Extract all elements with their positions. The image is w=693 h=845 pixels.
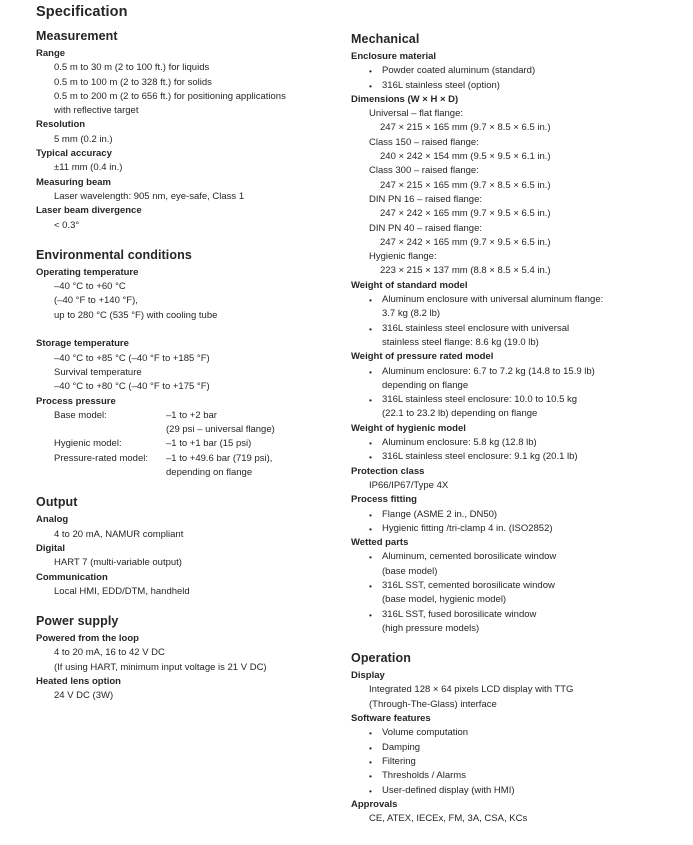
- spec-line: 4 to 20 mA, 16 to 42 V DC: [54, 647, 165, 659]
- spec-item: [36, 204, 351, 233]
- bullet-line: depending on flange: [382, 379, 469, 391]
- spec-line: (Through-The-Glass) interface: [369, 698, 497, 710]
- spec-line: 0.5 m to 30 m (2 to 100 ft.) for liquids: [54, 62, 210, 74]
- section-title: Mechanical: [351, 32, 420, 46]
- item-label: Heated lens option: [36, 675, 121, 687]
- bullet-line: (22.1 to 23.2 lb) depending on flange: [382, 408, 538, 420]
- bullet-line: 316L stainless steel enclosure with universal: [382, 322, 570, 334]
- pressure-row: [36, 409, 351, 438]
- bullet-item: [351, 579, 687, 608]
- bullet-line: 316L stainless steel enclosure: 10.0 to 10.5 kg: [382, 394, 578, 406]
- bullet-line: Damping: [382, 741, 421, 753]
- bullet-item: [351, 508, 687, 522]
- spec-section: [36, 247, 351, 480]
- item-label: Measuring beam: [36, 176, 111, 188]
- spec-line: 247 × 242 × 165 mm (9.7 × 9.5 × 6.5 in.): [380, 236, 551, 248]
- item-label: Dimensions (W × H × D): [351, 93, 459, 105]
- bullet-item: [351, 322, 687, 351]
- bullet-line: Aluminum enclosure: 6.7 to 7.2 kg (14.8 to 15.9 lb): [382, 365, 595, 377]
- item-label: Process pressure: [36, 395, 116, 407]
- spec-item: [351, 712, 687, 798]
- bullet-text: [382, 293, 603, 322]
- bullet-line: (high pressure models): [382, 622, 480, 634]
- bullet-line: Aluminum enclosure with universal aluminum flange:: [382, 294, 604, 306]
- spec-line: HART 7 (multi-variable output): [54, 557, 182, 569]
- bullet-text: [382, 550, 556, 579]
- spec-item: [36, 47, 351, 118]
- bullet-text: [382, 784, 515, 798]
- item-label: Protection class: [351, 465, 425, 477]
- spec-item: [351, 798, 687, 827]
- bullet-line: Thresholds / Alarms: [382, 770, 466, 782]
- section-title: Measurement: [36, 29, 118, 43]
- bullet-icon: •: [369, 395, 372, 406]
- bullet-icon: •: [369, 80, 372, 91]
- spec-item: [36, 675, 351, 704]
- bullet-text: [382, 436, 537, 450]
- left-column: [36, 28, 351, 704]
- item-label: Weight of hygienic model: [351, 422, 466, 434]
- spec-item: [36, 632, 351, 675]
- spec-line: CE, ATEX, IECEx, FM, 3A, CSA, KCs: [369, 813, 528, 825]
- spec-line: 0.5 m to 200 m (2 to 656 ft.) for positioning applications: [54, 90, 286, 102]
- bullet-text: [382, 79, 500, 93]
- bullet-line: 3.7 kg (8.2 lb): [382, 308, 441, 320]
- pressure-value-line: (29 psi – universal flange): [166, 424, 275, 436]
- bullet-item: [351, 79, 687, 93]
- spec-line: –40 °C to +85 °C (–40 °F to +185 °F): [54, 352, 210, 364]
- spec-line: Hygienic flange:: [369, 251, 437, 263]
- bullet-item: [351, 550, 687, 579]
- spec-item: [36, 542, 351, 571]
- item-label: Wetted parts: [351, 537, 409, 549]
- bullet-icon: •: [369, 742, 372, 753]
- spec-line: DIN PN 40 – raised flange:: [369, 222, 483, 234]
- spec-line: IP66/IP67/Type 4X: [369, 479, 449, 491]
- bullet-icon: •: [369, 438, 372, 449]
- spec-section: [351, 31, 687, 636]
- bullet-line: Aluminum, cemented borosilicate window: [382, 551, 557, 563]
- spec-line: DIN PN 16 – raised flange:: [369, 193, 483, 205]
- spec-line: Class 300 – raised flange:: [369, 165, 479, 177]
- bullet-icon: •: [369, 771, 372, 782]
- spec-item: [36, 513, 351, 542]
- bullet-line: User-defined display (with HMI): [382, 784, 515, 796]
- spec-line: 24 V DC (3W): [54, 690, 114, 702]
- spec-line: (If using HART, minimum input voltage is 21 V DC): [54, 661, 267, 673]
- pressure-values: [166, 437, 351, 451]
- bullet-text: [382, 522, 553, 536]
- bullet-icon: •: [369, 609, 372, 620]
- item-label: Display: [351, 670, 385, 682]
- bullet-item: [351, 450, 687, 464]
- bullet-item: [351, 365, 687, 394]
- bullet-line: 316L SST, cemented borosilicate window: [382, 579, 555, 591]
- bullet-text: [382, 365, 595, 394]
- section-title: Environmental conditions: [36, 247, 192, 262]
- bullet-icon: •: [369, 523, 372, 534]
- bullet-line: Hygienic fitting /tri-clamp 4 in. (ISO2852): [382, 522, 553, 534]
- spec-line: Laser wavelength: 905 nm, eye-safe, Class 1: [54, 190, 245, 202]
- item-label: Resolution: [36, 119, 86, 131]
- bullet-line: 316L SST, fused borosilicate window: [382, 608, 537, 620]
- spec-item: [351, 669, 687, 712]
- spec-item: [36, 395, 351, 481]
- bullet-icon: •: [369, 366, 372, 377]
- spec-line: 223 × 215 × 137 mm (8.8 × 8.5 × 5.4 in.): [380, 265, 551, 277]
- spec-line: 247 × 215 × 165 mm (9.7 × 8.5 × 6.5 in.): [380, 122, 551, 134]
- item-label: Powered from the loop: [36, 633, 139, 645]
- bullet-icon: •: [369, 580, 372, 591]
- bullet-line: 316L stainless steel (option): [382, 79, 500, 91]
- columns-container: [36, 28, 693, 826]
- spec-line: –40 °C to +80 °C (–40 °F to +175 °F): [54, 381, 210, 393]
- bullet-text: [382, 579, 555, 608]
- pressure-values: [166, 452, 351, 481]
- bullet-item: [351, 741, 687, 755]
- bullet-text: [382, 769, 466, 783]
- spec-item: [351, 93, 687, 279]
- bullet-text: [382, 450, 578, 464]
- bullet-item: [351, 755, 687, 769]
- spec-line: Universal – flat flange:: [369, 108, 463, 120]
- item-label: Digital: [36, 542, 66, 554]
- spec-section: [36, 494, 351, 599]
- spec-item: [351, 279, 687, 350]
- item-label: Storage temperature: [36, 338, 129, 350]
- bullet-icon: •: [369, 66, 372, 77]
- spec-line: 5 mm (0.2 in.): [54, 133, 113, 145]
- item-label: Analog: [36, 514, 69, 526]
- item-label: Communication: [36, 571, 108, 583]
- spec-line: 0.5 m to 100 m (2 to 328 ft.) for solids: [54, 76, 212, 88]
- right-column: [351, 28, 687, 826]
- bullet-text: [382, 393, 577, 422]
- spec-item: [351, 493, 687, 536]
- bullet-icon: •: [369, 785, 372, 796]
- bullet-icon: •: [369, 295, 372, 306]
- spec-item: [36, 337, 351, 394]
- spec-line: 247 × 242 × 165 mm (9.7 × 9.5 × 6.5 in.): [380, 208, 551, 220]
- bullet-text: [382, 322, 569, 351]
- item-label: Process fitting: [351, 494, 417, 506]
- item-label: Range: [36, 48, 66, 59]
- spec-line: Class 150 – raised flange:: [369, 136, 479, 148]
- bullet-line: (base model, hygienic model): [382, 594, 507, 606]
- bullet-icon: •: [369, 452, 372, 463]
- spec-item: [351, 465, 687, 494]
- bullet-line: stainless steel flange: 8.6 kg (19.0 lb): [382, 336, 539, 348]
- spec-section: [36, 613, 351, 703]
- bullet-item: [351, 436, 687, 450]
- spec-item: [36, 266, 351, 323]
- bullet-line: 316L stainless steel enclosure: 9.1 kg (20.1 lb): [382, 451, 578, 463]
- bullet-icon: •: [369, 756, 372, 767]
- item-label: Enclosure material: [351, 51, 437, 62]
- spec-section: [36, 28, 351, 233]
- spec-line: 240 × 242 × 154 mm (9.5 × 9.5 × 6.1 in.): [380, 151, 551, 163]
- section-title: Output: [36, 495, 78, 510]
- item-label: Weight of standard model: [351, 279, 468, 291]
- bullet-item: [351, 769, 687, 783]
- bullet-text: [382, 755, 416, 769]
- spec-item: [36, 571, 351, 600]
- bullet-item: [351, 608, 687, 637]
- spec-item: [351, 350, 687, 421]
- bullet-text: [382, 741, 420, 755]
- pressure-row: [36, 452, 351, 481]
- spec-item: [351, 422, 687, 465]
- bullet-item: [351, 784, 687, 798]
- bullet-line: Aluminum enclosure: 5.8 kg (12.8 lb): [382, 437, 537, 449]
- pressure-values: [166, 409, 351, 438]
- spec-line: –40 °C to +60 °C: [54, 281, 126, 293]
- bullet-line: Flange (ASME 2 in., DN50): [382, 508, 498, 520]
- item-label: Weight of pressure rated model: [351, 351, 494, 363]
- bullet-item: [351, 64, 687, 78]
- bullet-item: [351, 293, 687, 322]
- item-label: Laser beam divergence: [36, 205, 142, 217]
- spec-line: 4 to 20 mA, NAMUR compliant: [54, 528, 184, 540]
- item-label: Software features: [351, 713, 431, 725]
- bullet-text: [382, 508, 497, 522]
- spec-line: (–40 °F to +140 °F),: [54, 295, 138, 307]
- bullet-item: [351, 393, 687, 422]
- section-title: Power supply: [36, 614, 119, 629]
- spec-line: up to 280 °C (535 °F) with cooling tube: [54, 309, 218, 321]
- bullet-icon: •: [369, 323, 372, 334]
- spec-line: 247 × 215 × 165 mm (9.7 × 8.5 × 6.5 in.): [380, 179, 551, 191]
- pressure-value-line: depending on flange: [166, 467, 253, 479]
- bullet-icon: •: [369, 728, 372, 739]
- spec-line: Survival temperature: [54, 366, 142, 378]
- spec-line: < 0.3°: [54, 219, 80, 231]
- page-title: Specification: [36, 4, 128, 20]
- item-label: Approvals: [351, 798, 398, 810]
- bullet-text: [382, 726, 468, 740]
- spec-section: [351, 650, 687, 826]
- item-label: Typical accuracy: [36, 148, 112, 160]
- spec-item: [351, 536, 687, 636]
- bullet-item: [351, 726, 687, 740]
- spec-line: Integrated 128 × 64 pixels LCD display with TTG: [369, 684, 574, 696]
- bullet-icon: •: [369, 509, 372, 520]
- bullet-line: Volume computation: [382, 727, 469, 739]
- pressure-row: [36, 437, 351, 451]
- pressure-model-label: Pressure-rated model:: [54, 452, 148, 464]
- pressure-value-line: –1 to +2 bar: [166, 409, 217, 421]
- bullet-icon: •: [369, 552, 372, 563]
- item-label: Operating temperature: [36, 266, 139, 278]
- spec-item: [36, 176, 351, 205]
- bullet-line: Filtering: [382, 755, 416, 767]
- pressure-value-line: –1 to +1 bar (15 psi): [166, 438, 252, 450]
- spec-item: [36, 118, 351, 147]
- pressure-model-label: Hygienic model:: [54, 438, 122, 450]
- spec-line: with reflective target: [54, 105, 139, 117]
- bullet-line: Powder coated aluminum (standard): [382, 65, 536, 77]
- pressure-model-label: Base model:: [54, 409, 107, 421]
- bullet-item: [351, 522, 687, 536]
- bullet-text: [382, 64, 535, 78]
- spec-line: ±11 mm (0.4 in.): [54, 162, 123, 174]
- bullet-text: [382, 608, 536, 637]
- pressure-value-line: –1 to +49.6 bar (719 psi),: [166, 452, 273, 464]
- spec-line: Local HMI, EDD/DTM, handheld: [54, 585, 190, 597]
- section-title: Operation: [351, 651, 411, 666]
- spec-item: [351, 50, 687, 93]
- spec-item: [36, 147, 351, 176]
- bullet-line: (base model): [382, 565, 438, 577]
